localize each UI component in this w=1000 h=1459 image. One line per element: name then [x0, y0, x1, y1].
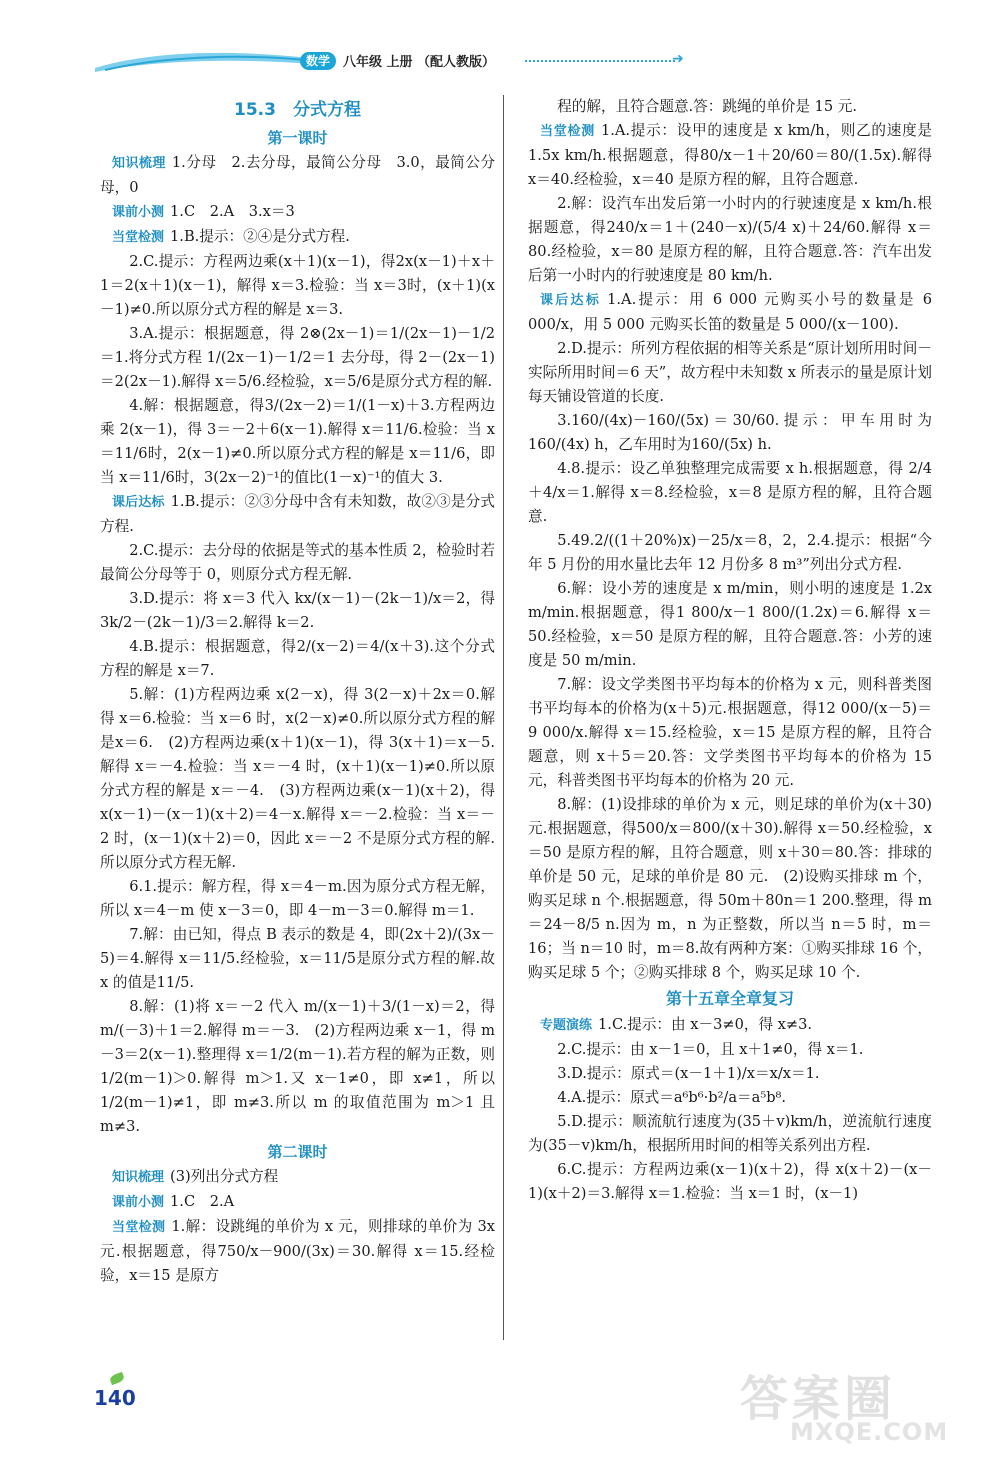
answer-text: 1.C 2.A [170, 1193, 235, 1210]
answer-paragraph [100, 1190, 495, 1215]
answer-paragraph [528, 1038, 932, 1062]
answer-paragraph [528, 457, 932, 529]
watermark-url: MXQE.COM [790, 1418, 949, 1446]
answer-text: 1.A.提示：设甲的速度是 x km/h，则乙的速度是 1.5x km/h.根据题意，得80/x－1＋20/60＝80/(1.5x).解得 x＝40.经检验，x＝40 是原方程的解，且符合题意. [528, 122, 932, 188]
section-tag: 当堂检测 [112, 230, 165, 245]
answer-text: 4.解：根据题意，得3/(2x－2)＝1/(1－x)＋3.方程两边乘 2(x－1)，得 3＝－2＋6(x－1).解得 x＝11/6.检验：当 x＝11/6时，2(x－1)≠0.所以原分式方程的解是 x＝11/6，即当 x＝11/6时，3(2x－2)⁻¹的值比(1－x)⁻¹的值大 3. [100, 397, 495, 486]
lesson-subtitle: 第二课时 [267, 1143, 328, 1161]
subject-badge: 数学 [300, 52, 336, 70]
answer-paragraph [100, 587, 495, 635]
answer-paragraph [100, 200, 495, 225]
section-tag: 课前小测 [112, 205, 165, 220]
answer-paragraph [100, 539, 495, 587]
right-column [528, 95, 932, 1206]
answer-text: 2.解：设汽车出发后第一小时内的行驶速度是 x km/h.根据题意，得240/x＝1＋(240－x)/(5/4 x)＋24/60.解得 x＝80.经检验，x＝80 是原方程的解，且符合题意.答：汽车出发后第一小时内的行驶速度是 80 km/h. [528, 195, 932, 284]
answer-text: 1.A.提示：用 6 000 元购买小号的数量是 6 000/x，用 5 000 元购买长笛的数量是 5 000/(x－100). [528, 291, 932, 333]
answer-text: 1.B.提示：②③分母中含有未知数，故②③是分式方程. [100, 493, 495, 535]
answer-text: 1.B.提示：②④是分式方程. [170, 228, 350, 245]
answer-paragraph [528, 288, 932, 337]
answer-paragraph [528, 1013, 932, 1038]
answer-paragraph [100, 1215, 495, 1288]
answer-paragraph [100, 225, 495, 250]
answer-text: 2.D.提示：所列方程依据的相等关系是“原计划所用时间－实际所用时间＝6 天”，故方程中未知数 x 所表示的量是原计划每天铺设管道的长度. [528, 340, 932, 405]
section-tag: 知识梳理 [112, 1170, 165, 1185]
answer-paragraph [100, 1165, 495, 1190]
answer-paragraph [100, 250, 495, 322]
section-tag: 当堂检测 [540, 124, 595, 139]
answer-paragraph [528, 1062, 932, 1086]
left-column [100, 95, 495, 1288]
header-swoosh-decoration [95, 48, 310, 74]
answer-text: 程的解，且符合题意.答：跳绳的单价是 15 元. [557, 98, 858, 115]
answer-text: 4.B.提示：根据题意，得2/(x－2)＝4/(x＋3).这个分式方程的解是 x＝7. [100, 638, 495, 679]
answer-paragraph [100, 683, 495, 875]
answer-text: 6.1.提示：解方程，得 x＝4－m.因为原分式方程无解，所以 x＝4－m 使 x－3＝0，即 4－m－3＝0.解得 m＝1. [100, 878, 495, 919]
answer-text: 3.D.提示：原式＝(x－1＋1)/x＝x/x＝1. [557, 1065, 820, 1082]
column-divider [503, 95, 504, 1340]
answer-text: (3)列出分式方程 [170, 1168, 279, 1185]
answer-text: 1.C.提示：由 x－3≠0，得 x≠3. [598, 1016, 813, 1033]
answer-paragraph [100, 923, 495, 995]
answer-paragraph [528, 673, 932, 793]
answer-text: 7.解：设文学类图书平均每本的价格为 x 元，则科普类图书平均每本的价格为(x＋5)元.根据题意，得12 000/(x－5)＝9 000/x.解得 x＝15.经检验，x＝15 是原方程的解，且符合题意，则 x＋5＝20.答：文学类图书平均每本的价格为 15 元，科普类图书平均每本的价格为 20 元. [528, 676, 932, 789]
section-tag: 课后达标 [112, 495, 165, 510]
section-tag: 课后达标 [540, 293, 602, 308]
answer-paragraph [100, 995, 495, 1139]
section-title: 15.3 分式方程 [234, 100, 361, 120]
watermark [700, 1360, 990, 1450]
answer-text: 1.分母 2.去分母，最简公分母 3.0，最简公分母，0 [100, 154, 495, 196]
answer-text: 4.8.提示：设乙单独整理完成需要 x h.根据题意，得 2/4＋4/x＝1.解得 x＝8.经检验，x＝8 是原方程的解，且符合题意. [528, 460, 932, 525]
arrow-right-icon: ➜ [672, 51, 684, 67]
page-number: 140 [94, 1386, 136, 1410]
answer-paragraph [528, 529, 932, 577]
answer-paragraph [100, 322, 495, 394]
answer-paragraph [528, 1086, 932, 1110]
answer-paragraph [100, 490, 495, 539]
answer-text: 2.C.提示：去分母的依据是等式的基本性质 2，检验时若最简公分母等于 0，则原分式方程无解. [100, 542, 495, 583]
answer-text: 2.C.提示：方程两边乘(x＋1)(x－1)，得2x(x－1)＋x＋1＝2(x＋1)(x－1)，解得 x＝3.检验：当 x＝3时，(x＋1)(x－1)≠0.所以原分式方程的解是 x＝3. [100, 253, 495, 318]
answer-paragraph [100, 151, 495, 200]
answer-paragraph [528, 192, 932, 288]
answer-text: 5.D.提示：顺流航行速度为(35＋v)km/h，逆流航行速度为(35－v)km/h，根据所用时间的相等关系列出方程. [528, 1113, 932, 1154]
answer-text: 6.C.提示：方程两边乘(x－1)(x＋2)，得 x(x＋2)－(x－1)(x＋2)＝3.解得 x＝1.检验：当 x＝1 时，(x－1) [528, 1161, 932, 1202]
answer-paragraph [528, 95, 932, 119]
answer-text: 8.解：(1)将 x＝－2 代入 m/(x－1)＋3/(1－x)＝2，得 m/(－3)＋1＝2.解得 m＝－3. (2)方程两边乘 x－1，得 m－3＝2(x－1).整理得 x＝1/2(m－1).若方程的解为正数，则1/2(m－1)＞0.解得 m＞1.又 x－1≠0，即 x≠1，所以1/2(m－1)≠1，即 m≠3.所以 m 的取值范围为 m＞1 且 m≠3. [100, 998, 495, 1135]
answer-text: 1.解：设跳绳的单价为 x 元，则排球的单价为 3x 元.根据题意，得750/x－900/(3x)＝30.解得 x＝15.经检验，x＝15 是原方 [100, 1218, 495, 1284]
answer-text: 5.解：(1)方程两边乘 x(2－x)，得 3(2－x)＋2x＝0.解得 x＝6.检验：当 x＝6 时，x(2－x)≠0.所以原分式方程的解是x＝6. (2)方程两边乘(x＋1)(x－1)，得 3(x＋1)＝x－5.解得 x＝－4.检验：当 x＝－4 时，(x＋1)(x－1)≠0.所以原分式方程的解是 x＝－4. (3)方程两边乘(x－1)(x＋2)，得 x(x－1)－(x－1)(x＋2)＝4－x.解得 x＝－2.检验：当 x＝－2 时，(x－1)(x＋2)＝0，因此 x＝－2 不是原分式方程的解.所以原分式方程无解. [100, 686, 495, 871]
answer-paragraph [528, 1110, 932, 1158]
answer-paragraph [528, 119, 932, 192]
header-dotted-line [525, 60, 675, 62]
section-tag: 知识梳理 [112, 156, 166, 171]
answer-paragraph [528, 793, 932, 985]
watermark-logo: 答案圈 [740, 1371, 897, 1427]
answer-text: 7.解：由已知，得点 B 表示的数是 4，即(2x＋2)/(3x－5)＝4.解得 x＝11/5.经检验，x＝11/5是原分式方程的解.故 x 的值是11/5. [100, 926, 495, 991]
answer-text: 3.D.提示：将 x＝3 代入 kx/(x－1)－(2k－1)/x＝2，得 3k/2－(2k－1)/3＝2.解得 k＝2. [100, 590, 495, 631]
answer-text: 8.解：(1)设排球的单价为 x 元，则足球的单价为(x＋30)元.根据题意，得500/x＝800/(x＋30).解得 x＝50.经检验，x＝50 是原方程的解，且符合题意，则 x＋30＝80.答：排球的单价是 50 元，足球的单价是 80 元. (2)设购买排球 m 个，购买足球 n 个.根据题意，得 50m＋80n＝1 200.整理，得 m＝24－8/5 n.因为 m，n 为正整数，所以当 n＝5 时，m＝16；当 n＝10 时，m＝8.故有两种方案：①购买排球 16 个，购买足球 5 个；②购买排球 8 个，购买足球 10 个. [528, 796, 932, 981]
answer-paragraph [100, 394, 495, 490]
answer-text: 3.160/(4x)－160/(5x)＝30/60.提示：甲车用时为160/(4x) h，乙车用时为160/(5x) h. [528, 412, 932, 453]
section-tag: 专题演练 [540, 1018, 593, 1033]
answer-text: 4.A.提示：原式＝a⁶b⁶·b²/a＝a⁵b⁸. [557, 1089, 787, 1106]
answer-text: 6.解：设小芳的速度是 x m/min，则小明的速度是 1.2x m/min.根据题意，得1 800/x－1 800/(1.2x)＝6.解得 x＝50.经检验，x＝50 是原方程的解，且符合题意.答：小芳的速度是 50 m/min. [528, 580, 932, 669]
answer-paragraph [528, 577, 932, 673]
leaf-icon [109, 1372, 125, 1385]
page-header [95, 42, 695, 78]
lesson-subtitle: 第一课时 [267, 129, 328, 147]
answer-text: 1.C 2.A 3.x＝3 [170, 203, 295, 220]
answer-paragraph [528, 337, 932, 409]
section-tag: 课前小测 [112, 1195, 165, 1210]
answer-text: 2.C.提示：由 x－1＝0，且 x＋1≠0，得 x＝1. [557, 1041, 864, 1058]
answer-paragraph [100, 875, 495, 923]
book-info: 八年级 上册 （配人教版） [343, 55, 496, 70]
answer-paragraph [528, 409, 932, 457]
chapter-review-title: 第十五章全章复习 [665, 989, 794, 1008]
answer-text: 3.A.提示：根据题意，得 2⊗(2x－1)＝1/(2x－1)－1/2＝1.将分式方程 1/(2x－1)－1/2＝1 去分母，得 2－(2x－1)＝2(2x－1).解得 x＝5/6.经检验，x＝5/6是原分式方程的解. [100, 325, 495, 390]
section-tag: 当堂检测 [112, 1220, 166, 1235]
answer-text: 5.49.2/((1＋20%)x)－25/x＝8，2，2.4.提示：根据“今年 5 月份的用水量比去年 12 月份多 8 m³”列出分式方程. [528, 532, 932, 573]
answer-paragraph [100, 635, 495, 683]
answer-paragraph [528, 1158, 932, 1206]
